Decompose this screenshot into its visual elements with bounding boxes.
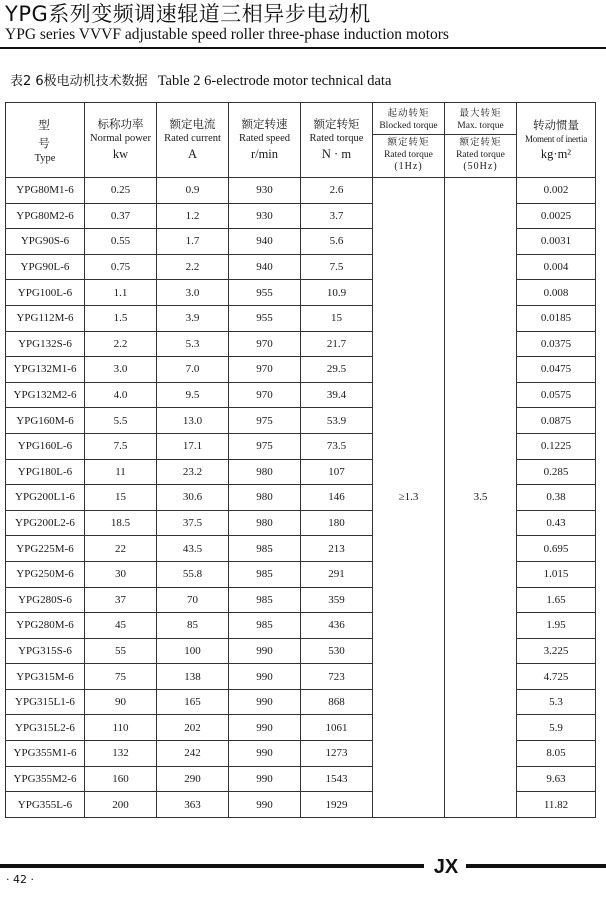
header-max-cn: 最大转矩 xyxy=(459,108,502,119)
cell-speed: 990 xyxy=(229,715,301,741)
header-power-unit: kw xyxy=(112,147,129,161)
cell-speed: 940 xyxy=(229,254,301,280)
header-speed-unit: r/min xyxy=(250,147,279,161)
cell-speed: 930 xyxy=(229,178,301,204)
cell-torque: 2.6 xyxy=(301,178,373,204)
cell-inertia: 11.82 xyxy=(517,792,596,818)
header-blocked-cn: 起动转矩 xyxy=(387,108,430,119)
cell-power: 0.37 xyxy=(85,203,157,229)
cell-power: 55 xyxy=(85,638,157,664)
header-power-en: Normal power xyxy=(90,133,151,144)
cell-type: YPG160M-6 xyxy=(6,408,85,434)
cell-inertia: 0.695 xyxy=(517,536,596,562)
cell-inertia: 1.65 xyxy=(517,587,596,613)
cell-torque: 146 xyxy=(301,485,373,511)
cell-torque: 53.9 xyxy=(301,408,373,434)
cell-torque: 1929 xyxy=(301,792,373,818)
cell-speed: 990 xyxy=(229,689,301,715)
cell-type: YPG280M-6 xyxy=(6,613,85,639)
cell-current: 7.0 xyxy=(157,357,229,383)
cell-current: 2.2 xyxy=(157,254,229,280)
page-title-english: YPG series VVVF adjustable speed roller three-phase induction motors xyxy=(5,26,449,43)
cell-inertia: 0.285 xyxy=(517,459,596,485)
cell-torque: 5.6 xyxy=(301,229,373,255)
cell-type: YPG132M1-6 xyxy=(6,357,85,383)
header-current xyxy=(157,103,229,178)
cell-type: YPG100L-6 xyxy=(6,280,85,306)
cell-speed: 980 xyxy=(229,459,301,485)
cell-speed: 955 xyxy=(229,280,301,306)
table-caption-chinese: 表2 6极电动机技术数据 xyxy=(10,74,148,89)
cell-inertia: 3.225 xyxy=(517,638,596,664)
cell-speed: 975 xyxy=(229,408,301,434)
header-max-en: Max. torque xyxy=(457,121,504,131)
header-speed-cn: 额定转速 xyxy=(241,117,288,131)
cell-torque: 868 xyxy=(301,689,373,715)
cell-type: YPG132S-6 xyxy=(6,331,85,357)
cell-speed: 970 xyxy=(229,382,301,408)
cell-speed: 990 xyxy=(229,741,301,767)
table-header-row xyxy=(6,103,596,178)
cell-type: YPG200L2-6 xyxy=(6,510,85,536)
cell-inertia: 5.9 xyxy=(517,715,596,741)
cell-current: 55.8 xyxy=(157,561,229,587)
header-blocked-sub-cn: 额定转矩 xyxy=(387,137,430,148)
cell-type: YPG315M-6 xyxy=(6,664,85,690)
header-blocked-unit: (1Hz) xyxy=(394,161,423,172)
header-max-torque xyxy=(445,103,517,178)
header-inertia-unit: kg·m² xyxy=(540,146,572,161)
cell-current: 165 xyxy=(157,689,229,715)
cell-type: YPG280S-6 xyxy=(6,587,85,613)
cell-inertia: 0.008 xyxy=(517,280,596,306)
cell-inertia: 1.95 xyxy=(517,613,596,639)
header-inertia-cn: 转动惯量 xyxy=(533,117,579,132)
cell-power: 22 xyxy=(85,536,157,562)
cell-current: 23.2 xyxy=(157,459,229,485)
cell-torque: 3.7 xyxy=(301,203,373,229)
header-max-unit: (50Hz) xyxy=(463,161,498,172)
cell-inertia: 0.0375 xyxy=(517,331,596,357)
page-number: · 42 · xyxy=(6,873,34,886)
cell-torque: 7.5 xyxy=(301,254,373,280)
cell-power: 7.5 xyxy=(85,433,157,459)
cell-speed: 985 xyxy=(229,613,301,639)
cell-power: 1.1 xyxy=(85,280,157,306)
cell-torque: 21.7 xyxy=(301,331,373,357)
cell-current: 85 xyxy=(157,613,229,639)
cell-torque: 73.5 xyxy=(301,433,373,459)
header-speed xyxy=(229,103,301,178)
cell-speed: 990 xyxy=(229,766,301,792)
cell-speed: 980 xyxy=(229,485,301,511)
cell-inertia: 9.63 xyxy=(517,766,596,792)
footer-rule-right xyxy=(466,864,606,868)
cell-current: 3.0 xyxy=(157,280,229,306)
cell-inertia: 5.3 xyxy=(517,689,596,715)
cell-power: 132 xyxy=(85,741,157,767)
table-body xyxy=(6,178,596,818)
cell-inertia: 0.0575 xyxy=(517,382,596,408)
cell-speed: 990 xyxy=(229,664,301,690)
cell-type: YPG250M-6 xyxy=(6,561,85,587)
cell-power: 75 xyxy=(85,664,157,690)
cell-current: 242 xyxy=(157,741,229,767)
cell-torque: 29.5 xyxy=(301,357,373,383)
cell-type: YPG80M1-6 xyxy=(6,178,85,204)
cell-torque: 1543 xyxy=(301,766,373,792)
cell-inertia: 0.0475 xyxy=(517,357,596,383)
cell-torque: 10.9 xyxy=(301,280,373,306)
header-current-en: Rated current xyxy=(164,133,221,144)
cell-speed: 985 xyxy=(229,536,301,562)
table-caption xyxy=(10,72,391,91)
cell-type: YPG200L1-6 xyxy=(6,485,85,511)
cell-power: 110 xyxy=(85,715,157,741)
header-current-cn: 额定电流 xyxy=(169,117,216,131)
header-power-cn: 标称功率 xyxy=(97,117,144,131)
cell-inertia: 0.43 xyxy=(517,510,596,536)
header-blocked-sub-en: Rated torque xyxy=(384,150,433,160)
cell-torque: 291 xyxy=(301,561,373,587)
cell-type: YPG225M-6 xyxy=(6,536,85,562)
cell-power: 0.25 xyxy=(85,178,157,204)
table-row xyxy=(6,178,596,204)
cell-torque: 1273 xyxy=(301,741,373,767)
cell-inertia: 4.725 xyxy=(517,664,596,690)
cell-speed: 990 xyxy=(229,792,301,818)
cell-torque: 39.4 xyxy=(301,382,373,408)
cell-type: YPG80M2-6 xyxy=(6,203,85,229)
cell-power: 15 xyxy=(85,485,157,511)
cell-type: YPG315L1-6 xyxy=(6,689,85,715)
cell-current: 1.7 xyxy=(157,229,229,255)
cell-inertia: 1.015 xyxy=(517,561,596,587)
cell-torque: 359 xyxy=(301,587,373,613)
header-type-cn: 型 号 xyxy=(38,117,90,150)
cell-torque: 107 xyxy=(301,459,373,485)
cell-power: 3.0 xyxy=(85,357,157,383)
cell-current: 3.9 xyxy=(157,305,229,331)
header-max-sub-cn: 额定转矩 xyxy=(459,137,502,148)
cell-current: 43.5 xyxy=(157,536,229,562)
cell-speed: 980 xyxy=(229,510,301,536)
header-torque-cn: 额定转矩 xyxy=(313,117,360,131)
cell-power: 11 xyxy=(85,459,157,485)
cell-speed: 970 xyxy=(229,331,301,357)
cell-speed: 955 xyxy=(229,305,301,331)
cell-type: YPG355L-6 xyxy=(6,792,85,818)
cell-power: 37 xyxy=(85,587,157,613)
cell-speed: 940 xyxy=(229,229,301,255)
page-title-chinese: YPG系列变频调速辊道三相异步电动机 xyxy=(5,2,371,26)
cell-type: YPG90L-6 xyxy=(6,254,85,280)
cell-torque: 723 xyxy=(301,664,373,690)
header-type xyxy=(6,103,90,178)
cell-torque: 436 xyxy=(301,613,373,639)
cell-inertia: 0.0185 xyxy=(517,305,596,331)
cell-power: 5.5 xyxy=(85,408,157,434)
cell-inertia: 0.0025 xyxy=(517,203,596,229)
cell-current: 70 xyxy=(157,587,229,613)
header-torque-en: Rated torque xyxy=(309,133,364,144)
cell-type: YPG90S-6 xyxy=(6,229,85,255)
cell-power: 90 xyxy=(85,689,157,715)
cell-power: 4.0 xyxy=(85,382,157,408)
cell-power: 1.5 xyxy=(85,305,157,331)
header-current-unit: A xyxy=(187,147,198,161)
cell-torque: 1061 xyxy=(301,715,373,741)
cell-inertia: 0.0875 xyxy=(517,408,596,434)
header-blocked-en: Blocked torque xyxy=(379,121,438,131)
cell-torque: 213 xyxy=(301,536,373,562)
cell-inertia: 0.004 xyxy=(517,254,596,280)
cell-current: 30.6 xyxy=(157,485,229,511)
cell-speed: 985 xyxy=(229,561,301,587)
cell-current: 100 xyxy=(157,638,229,664)
footer-rule-left xyxy=(0,864,424,868)
cell-current: 13.0 xyxy=(157,408,229,434)
cell-power: 160 xyxy=(85,766,157,792)
cell-type: YPG355M1-6 xyxy=(6,741,85,767)
cell-speed: 930 xyxy=(229,203,301,229)
cell-speed: 990 xyxy=(229,638,301,664)
cell-power: 18.5 xyxy=(85,510,157,536)
cell-current: 17.1 xyxy=(157,433,229,459)
cell-type: YPG315S-6 xyxy=(6,638,85,664)
header-inertia-en: Moment of inertia xyxy=(524,133,588,144)
cell-current: 363 xyxy=(157,792,229,818)
jx-logo xyxy=(430,851,462,879)
cell-current: 9.5 xyxy=(157,382,229,408)
cell-power: 45 xyxy=(85,613,157,639)
header-power xyxy=(85,103,157,178)
jx-logo-text: JX xyxy=(433,856,459,878)
header-torque-unit: N · m xyxy=(321,147,352,161)
cell-power: 2.2 xyxy=(85,331,157,357)
cell-max-torque-ratio: 3.5 xyxy=(445,178,517,818)
header-torque xyxy=(301,103,373,178)
cell-type: YPG112M-6 xyxy=(6,305,85,331)
header-blocked-fraction-line xyxy=(373,134,444,173)
cell-current: 37.5 xyxy=(157,510,229,536)
cell-power: 200 xyxy=(85,792,157,818)
cell-torque: 530 xyxy=(301,638,373,664)
cell-current: 1.2 xyxy=(157,203,229,229)
header-max-fraction-line xyxy=(445,134,516,173)
cell-speed: 970 xyxy=(229,357,301,383)
cell-current: 5.3 xyxy=(157,331,229,357)
cell-power: 30 xyxy=(85,561,157,587)
cell-type: YPG160L-6 xyxy=(6,433,85,459)
table-caption-english: Table 2 6-electrode motor technical data xyxy=(157,73,392,89)
cell-inertia: 8.05 xyxy=(517,741,596,767)
cell-current: 290 xyxy=(157,766,229,792)
cell-inertia: 0.002 xyxy=(517,178,596,204)
cell-speed: 975 xyxy=(229,433,301,459)
cell-power: 0.55 xyxy=(85,229,157,255)
cell-current: 138 xyxy=(157,664,229,690)
header-type-en: Type xyxy=(34,152,56,164)
cell-type: YPG132M2-6 xyxy=(6,382,85,408)
motor-data-table xyxy=(5,102,596,818)
header-divider xyxy=(0,47,606,49)
cell-speed: 985 xyxy=(229,587,301,613)
cell-current: 0.9 xyxy=(157,178,229,204)
header-max-sub-en: Rated torque xyxy=(456,150,505,160)
cell-current: 202 xyxy=(157,715,229,741)
header-speed-en: Rated speed xyxy=(238,133,291,144)
cell-type: YPG315L2-6 xyxy=(6,715,85,741)
cell-torque: 180 xyxy=(301,510,373,536)
cell-torque: 15 xyxy=(301,305,373,331)
cell-power: 0.75 xyxy=(85,254,157,280)
cell-inertia: 0.1225 xyxy=(517,433,596,459)
cell-type: YPG355M2-6 xyxy=(6,766,85,792)
cell-inertia: 0.0031 xyxy=(517,229,596,255)
header-inertia xyxy=(517,103,596,178)
header-blocked-torque xyxy=(373,103,445,178)
cell-type: YPG180L-6 xyxy=(6,459,85,485)
cell-blocked-torque-ratio: ≥1.3 xyxy=(373,178,445,818)
cell-inertia: 0.38 xyxy=(517,485,596,511)
